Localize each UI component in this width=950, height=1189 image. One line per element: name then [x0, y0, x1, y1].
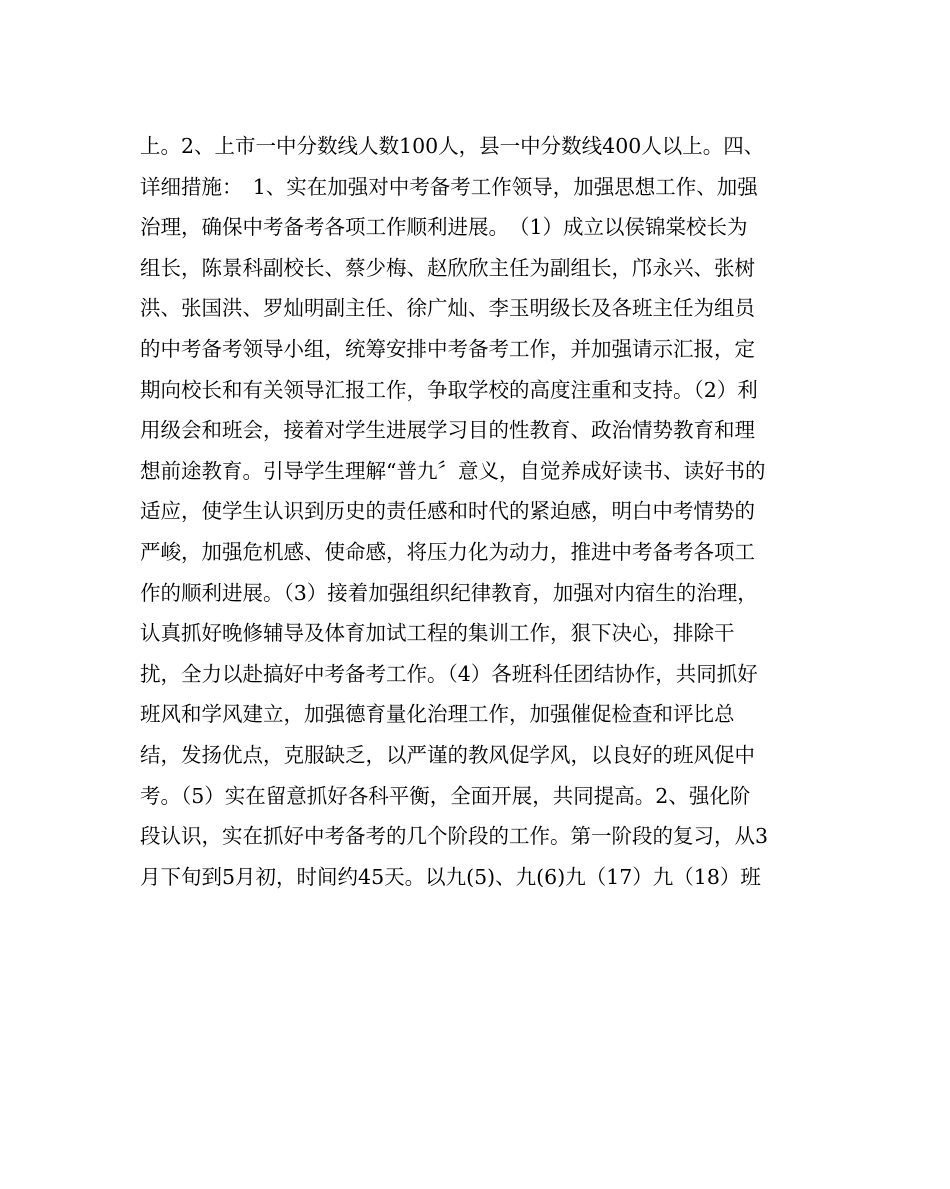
text-line: 班风和学风建立，加强德育量化治理工作，加强催促检查和评比总 [140, 702, 735, 727]
text-line: 适应，使学生认识到历史的责任感和时代的紧迫感，明白中考情势的 [140, 499, 755, 524]
text-line: 段认识，实在抓好中考备考的几个阶段的工作。第一阶段的复习，从3 [140, 824, 769, 849]
text-line: 月下旬到5月初，时间约45天。以九(5)、九(6)九（17）九（18）班 [140, 864, 761, 889]
text-line: 洪、张国洪、罗灿明副主任、徐广灿、李玉明级长及各班主任为组员 [140, 296, 755, 321]
text-line: 的中考备考领导小组，统筹安排中考备考工作，并加强请示汇报，定 [140, 336, 755, 361]
text-line: 治理，确保中考备考各项工作顺利进展。 （1）成立以侯锦棠校长为 [140, 215, 748, 240]
body-text [140, 126, 820, 897]
text-line: 组长，陈景科副校长、蔡少梅、赵欣欣主任为副组长，邝永兴、张树 [140, 255, 755, 280]
text-line: 认真抓好晚修辅导及体育加试工程的集训工作，狠下决心，排除干 [140, 621, 735, 646]
text-line: 详细措施： 1、实在加强对中考备考工作领导，加强思想工作、加强 [140, 174, 758, 199]
text-line: 上。2、上市一中分数线人数100人，县一中分数线400人以上。四、 [140, 134, 765, 158]
text-line: 想前途教育。引导学生理解“普九〞意义，自觉养成好读书、读好书的 [140, 458, 766, 483]
text-line: 扰，全力以赴搞好中考备考工作。（4）各班科任团结协作，共同抓好 [140, 661, 758, 686]
text-line: 作的顺利进展。（3）接着加强组织纪律教育，加强对内宿生的治理， [140, 580, 758, 605]
text-line: 严峻，加强危机感、使命感，将压力化为动力，推进中考备考各项工 [140, 539, 755, 564]
text-line: 期向校长和有关领导汇报工作，争取学校的高度注重和支持。（2）利 [140, 377, 758, 402]
text-line: 考。（5）实在留意抓好各科平衡，全面开展，共同提高。2、强化阶 [140, 783, 751, 808]
text-line: 用级会和班会，接着对学生进展学习目的性教育、政治情势教育和理 [140, 418, 755, 443]
text-line: 结，发扬优点，克服缺乏，以严谨的教风促学风，以良好的班风促中 [140, 742, 755, 767]
